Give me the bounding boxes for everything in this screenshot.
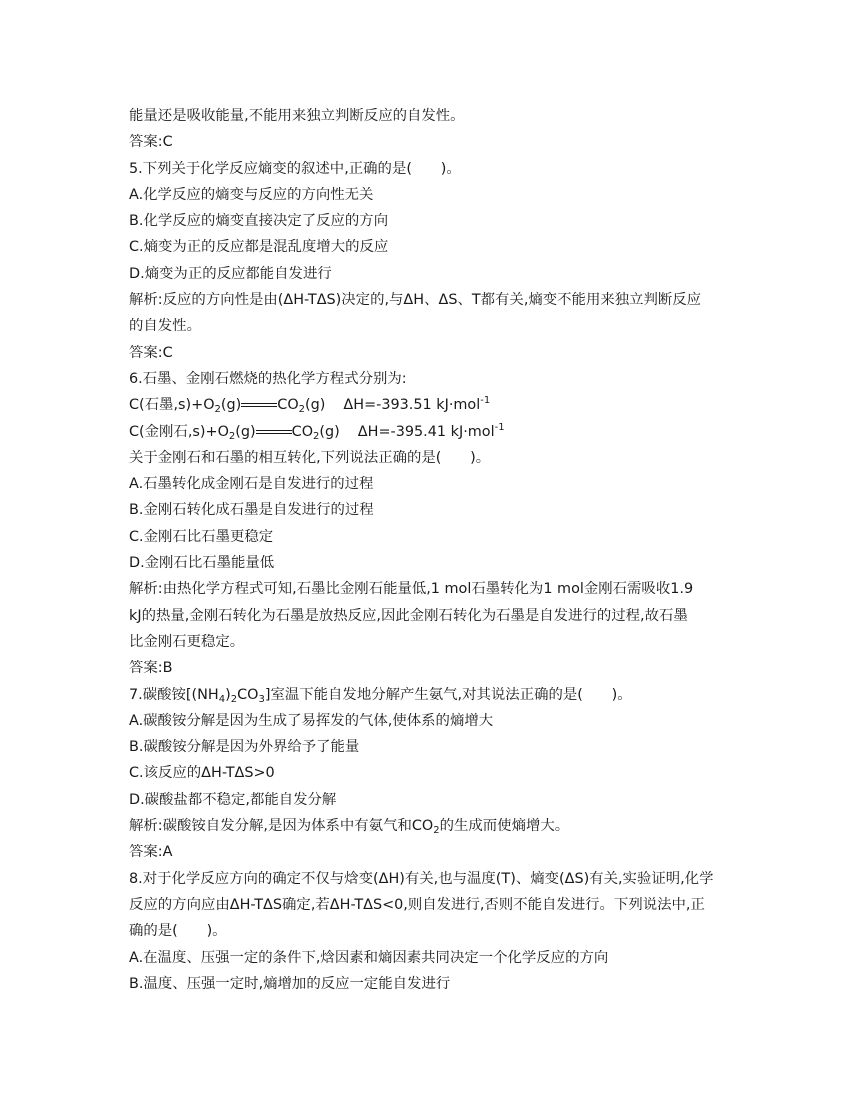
question-7: [129, 682, 739, 708]
q7-text: ]室温下能自发地分解产生氨气,对其说法正确的是( )。: [264, 686, 632, 703]
answer-line: 答案:C: [129, 134, 173, 151]
superscript: -1: [480, 395, 491, 407]
analysis-line: 解析:由热化学方程式可知,石墨比金刚石能量低,1 mol石墨转化为1 mol金刚石需吸收1.9: [129, 581, 694, 598]
document-body: [129, 103, 739, 997]
equals-arrow-icon: [256, 427, 292, 437]
equation-graphite: [129, 392, 739, 418]
analysis-line: 的自发性。: [129, 318, 201, 335]
question-stem: 关于金刚石和石墨的相互转化,下列说法正确的是( )。: [129, 449, 491, 466]
eq-product: CO: [277, 397, 299, 414]
q7-text: CO: [237, 686, 259, 703]
option-d: D.熵变为正的反应都能自发进行: [129, 265, 332, 282]
option-d: D.金刚石比石墨能量低: [129, 555, 275, 572]
eq-reactants: C(石墨,s)+O: [129, 397, 215, 414]
subscript: 3: [258, 693, 265, 705]
option-c: C.熵变为正的反应都是混乱度增大的反应: [129, 239, 389, 256]
eq-state: (g): [319, 423, 340, 440]
superscript: -1: [494, 421, 505, 433]
question-5: 5.下列关于化学反应熵变的叙述中,正确的是( )。: [129, 160, 461, 177]
analysis-line: 解析:反应的方向性是由(ΔH-TΔS)决定的,与ΔH、ΔS、T都有关,熵变不能用来独立判断反应: [129, 292, 702, 309]
subscript: 2: [230, 693, 238, 705]
analysis-text: 解析:碳酸铵自发分解,是因为体系中有氨气和CO: [129, 818, 434, 835]
option-a: A.石墨转化成金刚石是自发进行的过程: [129, 476, 374, 493]
subscript: 2: [214, 404, 221, 416]
question-8: 8.对于化学反应方向的确定不仅与焓变(ΔH)有关,也与温度(T)、熵变(ΔS)有关,实验证明,化学: [129, 870, 714, 887]
q7-text: 7.碳酸铵[(NH: [129, 686, 219, 703]
option-a: A.碳酸铵分解是因为生成了易挥发的气体,使体系的熵增大: [129, 712, 494, 729]
subscript: 2: [313, 430, 320, 442]
subscript: 2: [433, 825, 440, 837]
equation-diamond: [129, 419, 739, 445]
analysis-line: 比金刚石更稳定。: [129, 633, 245, 650]
equals-arrow-icon: [241, 400, 277, 410]
answer-line: 答案:C: [129, 344, 173, 361]
eq-state: (g): [220, 397, 242, 414]
eq-product: CO: [291, 423, 314, 440]
option-c: C.金刚石比石墨更稳定: [129, 528, 274, 545]
enthalpy-value: ΔH=-395.41 kJ·mol: [357, 423, 495, 440]
subscript: 4: [218, 693, 226, 705]
analysis-line: kJ的热量,金刚石转化为石墨是放热反应,因此金刚石转化为石墨是自发进行的过程,故石墨: [129, 607, 688, 624]
option-d: D.碳酸盐都不稳定,都能自发分解: [129, 791, 337, 808]
option-a: A.化学反应的熵变与反应的方向性无关: [129, 186, 374, 203]
answer-line: 答案:B: [129, 660, 173, 677]
subscript: 2: [298, 404, 306, 416]
eq-state: (g): [235, 423, 256, 440]
analysis-text: 的生成而使熵增大。: [439, 818, 570, 835]
option-c: C.该反应的ΔH-TΔS>0: [129, 765, 275, 782]
subscript: 2: [228, 430, 236, 442]
option-b: B.温度、压强一定时,熵增加的反应一定能自发进行: [129, 975, 451, 992]
option-b: B.化学反应的熵变直接决定了反应的方向: [129, 213, 389, 230]
question-8: 反应的方向应由ΔH-TΔS确定,若ΔH-TΔS<0,则自发进行,否则不能自发进行。下列说法中,正: [129, 896, 705, 913]
q7-text: ): [225, 686, 231, 703]
option-a: A.在温度、压强一定的条件下,焓因素和熵因素共同决定一个化学反应的方向: [129, 949, 609, 966]
enthalpy-value: ΔH=-393.51 kJ·mol: [343, 397, 481, 414]
option-b: B.碳酸铵分解是因为外界给予了能量: [129, 739, 360, 756]
answer-line: 答案:A: [129, 844, 173, 861]
eq-state: (g): [305, 397, 326, 414]
eq-reactants: C(金刚石,s)+O: [129, 423, 229, 440]
analysis-line: [129, 813, 739, 839]
question-6: 6.石墨、金刚石燃烧的热化学方程式分别为:: [129, 370, 407, 387]
text-line: 能量还是吸收能量,不能用来独立判断反应的自发性。: [129, 108, 465, 124]
option-b: B.金刚石转化成石墨是自发进行的过程: [129, 502, 374, 519]
question-8: 确的是( )。: [129, 923, 227, 940]
